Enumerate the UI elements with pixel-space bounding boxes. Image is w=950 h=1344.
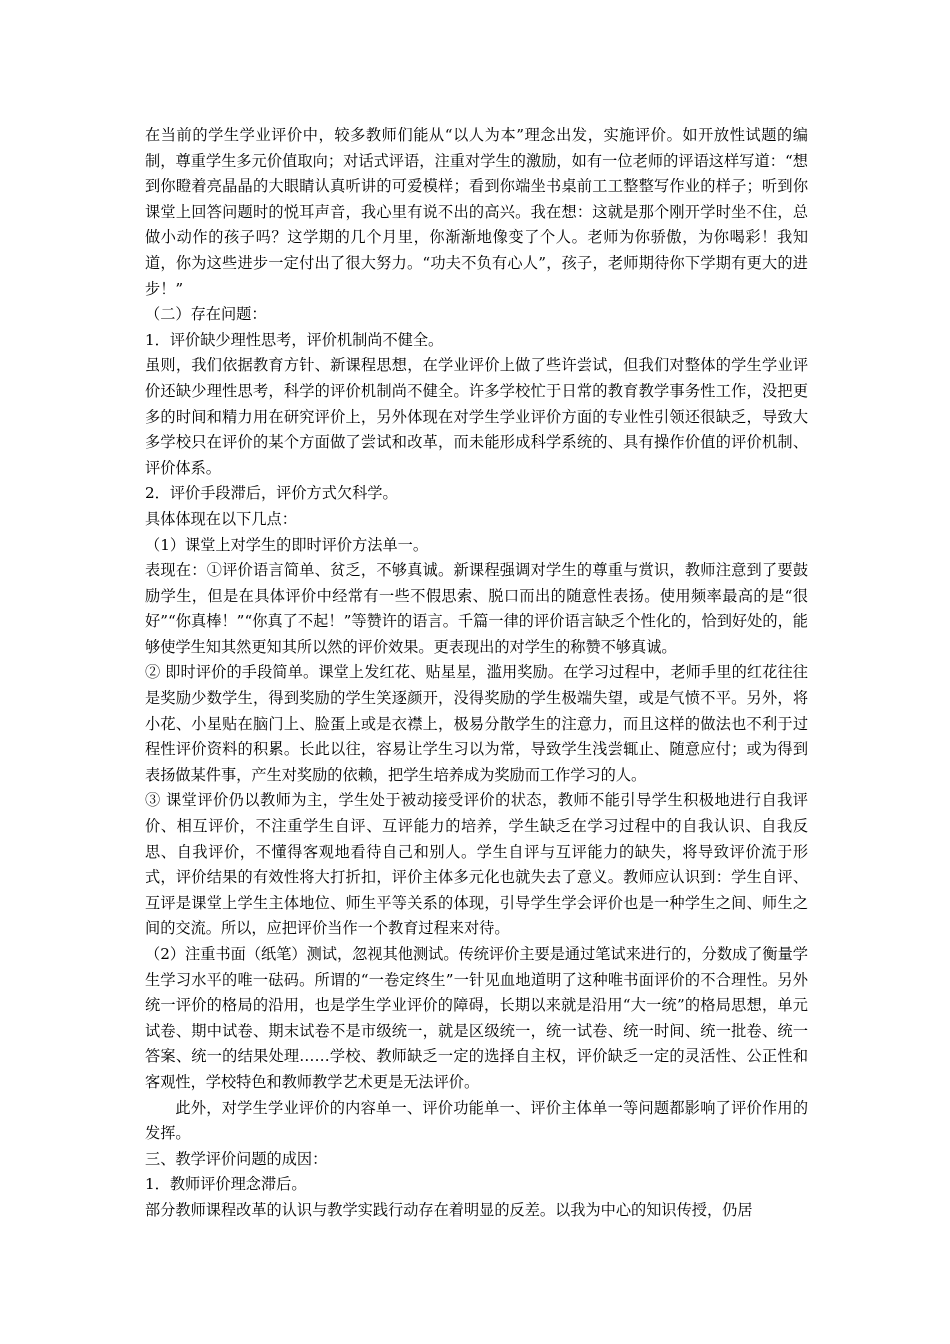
document-body xyxy=(145,123,808,1224)
paragraph-cause-1: 部分教师课程改革的认识与教学实践行动存在着明显的反差。以我为中心的知识传授，仍居 xyxy=(145,1200,753,1219)
heading-subpoint-1: （1）课堂上对学生的即时评价方法单一。 xyxy=(145,535,429,554)
paragraph-details-intro: 具体体现在以下几点： xyxy=(145,509,297,528)
heading-cause-1: 1．教师评价理念滞后。 xyxy=(145,1175,307,1194)
heading-section-3: 三、教学评价问题的成因： xyxy=(145,1149,328,1168)
heading-problem-1: 1．评价缺少理性思考，评价机制尚不健全。 xyxy=(145,330,444,349)
paragraph-point-b: ② 即时评价的手段简单。课堂上发红花、贴星星，滥用奖励。在学习过程中，老师手里的红花往往是奖励少数学生，得到奖励的学生笑逐颜开，没得奖励的学生极端失望，或是气愤不平。另外，将小花、小星贴在脑门上、脸蛋上或是衣襟上，极易分散学生的注意力，而且这样的做法也不利于过程性评价资料的积累。长此以往，容易让学生习以为常，导致学生浅尝辄止、随意应付；或为得到表扬做某件事，产生对奖励的依赖，把学生培养成为奖励而工作学习的人。 xyxy=(145,663,808,784)
paragraph-intro-evaluation: 在当前的学生学业评价中，较多教师们能从“以人为本”理念出发，实施评价。如开放性试题的编制，尊重学生多元价值取向；对话式评语，注重对学生的激励，如有一位老师的评语这样写道：“想到你瞪着亮晶晶的大眼睛认真听讲的可爱模样；看到你端坐书桌前工工整整写作业的样子；听到你课堂上回答问题时的悦耳声音，我心里有说不出的高兴。我在想：这就是那个刚开学时坐不住，总做小动作的孩子吗？这学期的几个月里，你渐渐地像变了个人。老师为你骄傲，为你喝彩！我知道，你为这些进步一定付出了很大努力。“功夫不负有心人”，孩子，老师期待你下学期有更大的进步！” xyxy=(145,126,808,298)
paragraph-point-c: ③ 课堂评价仍以教师为主，学生处于被动接受评价的状态，教师不能引导学生积极地进行自我评价、相互评价，不注重学生自评、互评能力的培养，学生缺乏在学习过程中的自我认识、自我反思、自我评价，不懂得客观地看待自己和别人。学生自评与互评能力的缺失，将导致评价流于形式，评价结果的有效性将大打折扣，评价主体多元化也就失去了意义。教师应认识到：学生自评、互评是课堂上学生主体地位、师生平等关系的体现，引导学生学会评价也是一种学生之间、师生之间的交流。所以，应把评价当作一个教育过程来对待。 xyxy=(145,791,808,938)
paragraph-subpoint-2: （2）注重书面（纸笔）测试，忽视其他测试。传统评价主要是通过笔试来进行的，分数成了衡量学生学习水平的唯一砝码。所谓的“一卷定终生”一针见血地道明了这种唯书面评价的不合理性。另外统一评价的格局的沿用，也是学生学业评价的障碍，长期以来就是沿用“大一统”的格局思想，单元试卷、期中试卷、期末试卷不是市级统一，就是区级统一，统一试卷、统一时间、统一批卷、统一答案、统一的结果处理……学校、教师缺乏一定的选择自主权，评价缺乏一定的灵活性、公正性和客观性，学校特色和教师教学艺术更是无法评价。 xyxy=(145,945,808,1091)
heading-problem-2: 2．评价手段滞后，评价方式欠科学。 xyxy=(145,484,398,503)
heading-existing-problems: （二）存在问题： xyxy=(145,305,267,324)
paragraph-problem-1: 虽则，我们依据教育方针、新课程思想，在学业评价上做了些许尝试，但我们对整体的学生学业评价还缺少理性思考，科学的评价机制尚不健全。许多学校忙于日常的教育教学事务性工作，没把更多的时间和精力用在研究评价上，另外体现在对学生学业评价方面的专业性引领还很缺乏，导致大多学校只在评价的某个方面做了尝试和改革，而未能形成科学系统的、具有操作价值的评价机制、评价体系。 xyxy=(145,356,808,477)
paragraph-point-a: 表现在：①评价语言简单、贫乏，不够真诚。新课程强调对学生的尊重与赏识，教师注意到了要鼓励学生，但是在具体评价中经常有一些不假思索、脱口而出的随意性表扬。使用频率最高的是“很好”“你真棒！”“你真了不起！”等赞许的语言。千篇一律的评价语言缺乏个性化的，恰到好处的，能够使学生知其然更知其所以然的评价效果。更表现出的对学生的称赞不够真诚。 xyxy=(145,561,808,656)
paragraph-additionally: 此外，对学生学业评价的内容单一、评价功能单一、评价主体单一等问题都影响了评价作用的发挥。 xyxy=(145,1098,808,1143)
